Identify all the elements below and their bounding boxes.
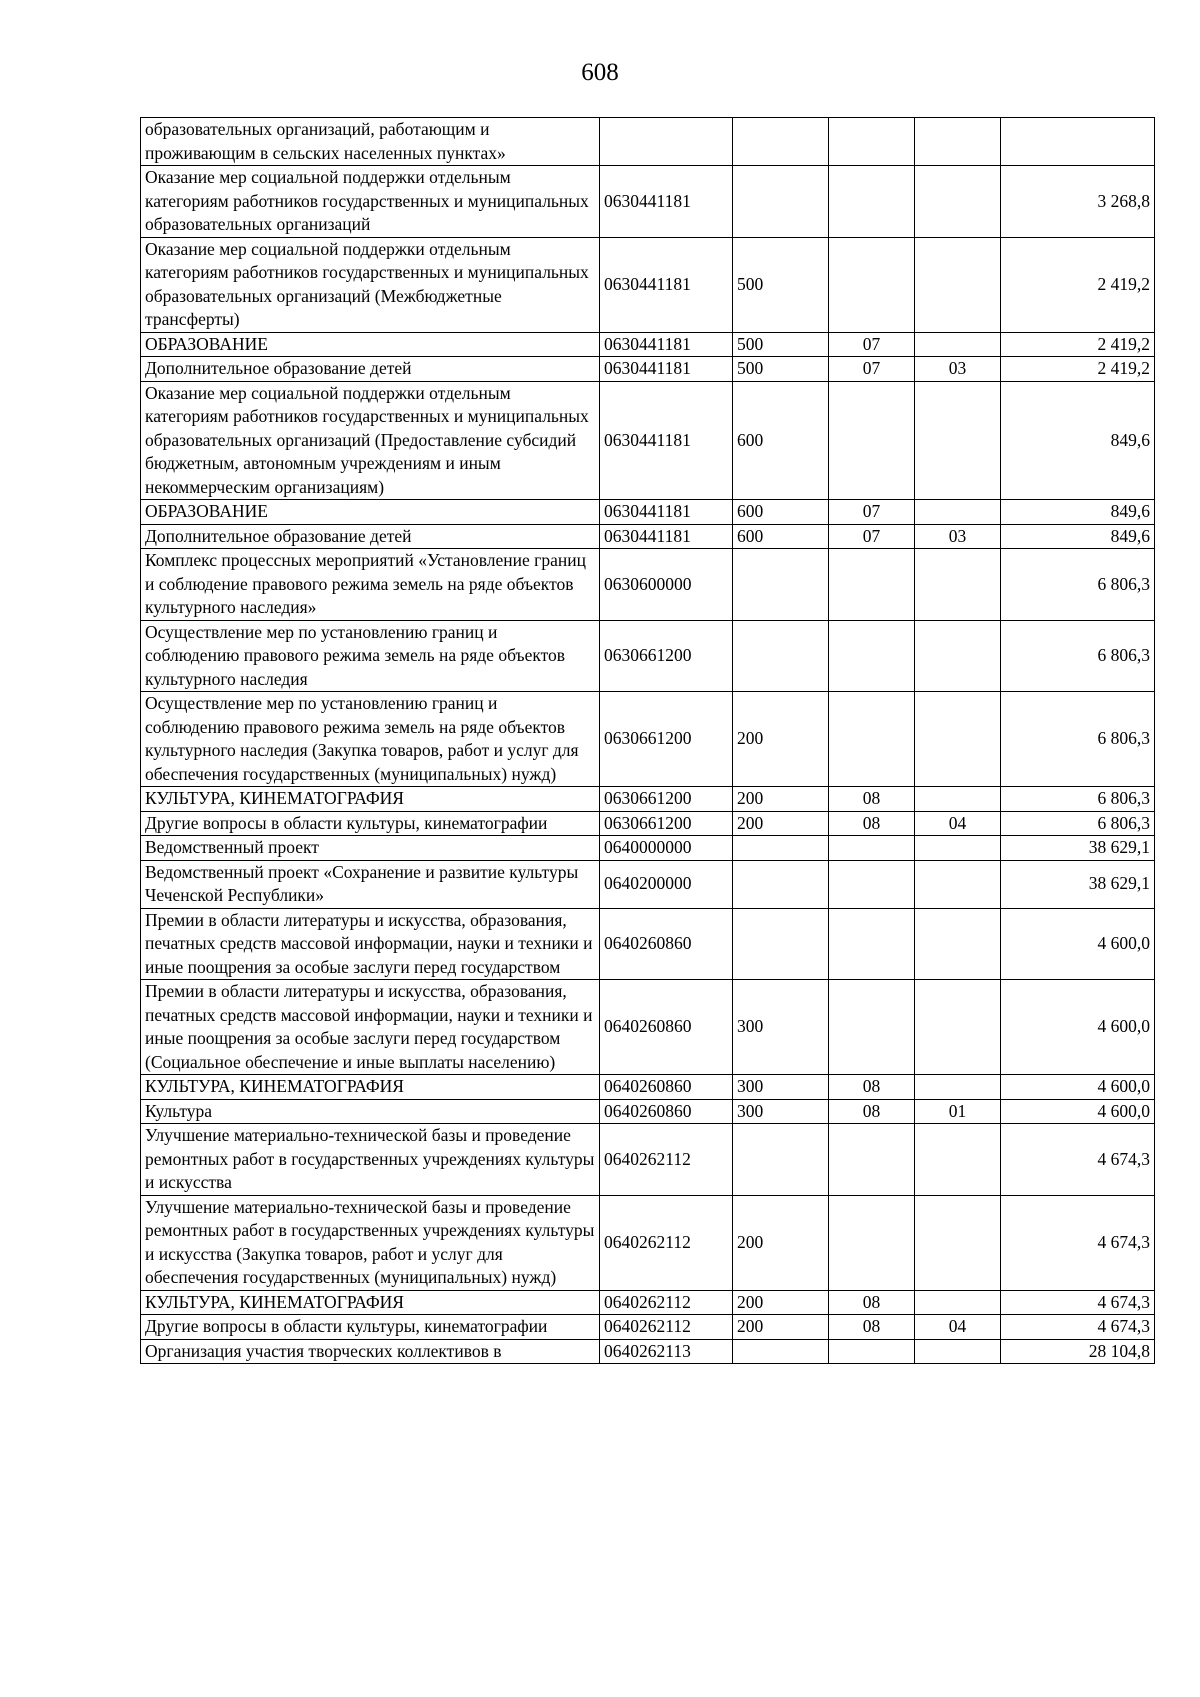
section-code: 08 [829, 1290, 915, 1315]
amount: 38 629,1 [1001, 860, 1155, 908]
expense-type-code: 600 [733, 500, 829, 525]
target-article-code: 0630441181 [600, 524, 733, 549]
row-name: Оказание мер социальной поддержки отдельным категориям работников государственных и муниципальных образовательных организаций (Межбюджетные трансферты) [141, 237, 600, 332]
table-row [141, 381, 1155, 500]
expense-type-code [733, 118, 829, 166]
subsection-code: 04 [915, 811, 1001, 836]
table-row [141, 836, 1155, 861]
section-code [829, 836, 915, 861]
expense-type-code: 600 [733, 524, 829, 549]
row-name: Премии в области литературы и искусства, образования, печатных средств массовой информации, науки и техники и иные поощрения за особые заслуги перед государством (Социальное обеспечение и иные выплаты населению) [141, 980, 600, 1075]
section-code [829, 692, 915, 787]
row-name: Культура [141, 1099, 600, 1124]
amount: 849,6 [1001, 524, 1155, 549]
expense-type-code: 300 [733, 1075, 829, 1100]
subsection-code [915, 1339, 1001, 1364]
row-name: КУЛЬТУРА, КИНЕМАТОГРАФИЯ [141, 1290, 600, 1315]
target-article-code: 0640262112 [600, 1195, 733, 1290]
section-code [829, 118, 915, 166]
subsection-code: 03 [915, 524, 1001, 549]
row-name: Осуществление мер по установлению границ и соблюдению правового режима земель на ряде объектов культурного наследия [141, 620, 600, 692]
subsection-code [915, 908, 1001, 980]
target-article-code: 0640260860 [600, 908, 733, 980]
section-code: 07 [829, 357, 915, 382]
row-name: Комплекс процессных мероприятий «Установление границ и соблюдение правового режима земель на ряде объектов культурного наследия» [141, 549, 600, 621]
amount: 6 806,3 [1001, 549, 1155, 621]
section-code [829, 1339, 915, 1364]
subsection-code [915, 1075, 1001, 1100]
section-code: 08 [829, 1315, 915, 1340]
row-name: Осуществление мер по установлению границ и соблюдению правового режима земель на ряде объектов культурного наследия (Закупка товаров, работ и услуг для обеспечения государственных (муниципальных) нужд) [141, 692, 600, 787]
expense-type-code: 300 [733, 980, 829, 1075]
section-code [829, 620, 915, 692]
subsection-code [915, 500, 1001, 525]
subsection-code: 04 [915, 1315, 1001, 1340]
row-name: Премии в области литературы и искусства, образования, печатных средств массовой информации, науки и техники и иные поощрения за особые заслуги перед государством [141, 908, 600, 980]
amount: 849,6 [1001, 500, 1155, 525]
target-article-code: 0640260860 [600, 980, 733, 1075]
amount: 2 419,2 [1001, 357, 1155, 382]
subsection-code: 03 [915, 357, 1001, 382]
section-code [829, 1195, 915, 1290]
expense-type-code: 200 [733, 1195, 829, 1290]
section-code [829, 237, 915, 332]
row-name: КУЛЬТУРА, КИНЕМАТОГРАФИЯ [141, 1075, 600, 1100]
subsection-code [915, 836, 1001, 861]
row-name: Оказание мер социальной поддержки отдельным категориям работников государственных и муниципальных образовательных организаций (Предоставление субсидий бюджетным, автономным учреждениям и иным некоммерческим организациям) [141, 381, 600, 500]
section-code [829, 980, 915, 1075]
expense-type-code: 200 [733, 787, 829, 812]
target-article-code: 0630600000 [600, 549, 733, 621]
row-name: Другие вопросы в области культуры, кинематографии [141, 811, 600, 836]
target-article-code: 0630661200 [600, 787, 733, 812]
amount: 849,6 [1001, 381, 1155, 500]
target-article-code: 0630441181 [600, 381, 733, 500]
row-name: Дополнительное образование детей [141, 524, 600, 549]
table-row [141, 500, 1155, 525]
target-article-code: 0630441181 [600, 166, 733, 238]
row-name: Дополнительное образование детей [141, 357, 600, 382]
subsection-code [915, 620, 1001, 692]
expense-type-code [733, 836, 829, 861]
table-row [141, 549, 1155, 621]
target-article-code: 0640200000 [600, 860, 733, 908]
subsection-code [915, 1195, 1001, 1290]
table-row [141, 1290, 1155, 1315]
expense-type-code [733, 166, 829, 238]
subsection-code [915, 381, 1001, 500]
row-name: Организация участия творческих коллективов в [141, 1339, 600, 1364]
expense-type-code [733, 1124, 829, 1196]
row-name: КУЛЬТУРА, КИНЕМАТОГРАФИЯ [141, 787, 600, 812]
target-article-code: 0630661200 [600, 692, 733, 787]
row-name: образовательных организаций, работающим и проживающим в сельских населенных пунктах» [141, 118, 600, 166]
target-article-code: 0640260860 [600, 1099, 733, 1124]
amount: 4 600,0 [1001, 908, 1155, 980]
section-code: 08 [829, 1099, 915, 1124]
target-article-code: 0640260860 [600, 1075, 733, 1100]
table-row [141, 1339, 1155, 1364]
subsection-code [915, 332, 1001, 357]
table-row [141, 118, 1155, 166]
amount: 4 600,0 [1001, 1099, 1155, 1124]
target-article-code: 0630441181 [600, 237, 733, 332]
amount: 6 806,3 [1001, 787, 1155, 812]
section-code [829, 908, 915, 980]
budget-table-body [141, 118, 1155, 1364]
target-article-code: 0640000000 [600, 836, 733, 861]
amount: 4 674,3 [1001, 1290, 1155, 1315]
row-name: ОБРАЗОВАНИЕ [141, 332, 600, 357]
expense-type-code: 500 [733, 357, 829, 382]
expense-type-code: 200 [733, 811, 829, 836]
expense-type-code: 500 [733, 237, 829, 332]
row-name: Другие вопросы в области культуры, кинематографии [141, 1315, 600, 1340]
subsection-code [915, 692, 1001, 787]
subsection-code: 01 [915, 1099, 1001, 1124]
amount: 4 674,3 [1001, 1315, 1155, 1340]
section-code [829, 166, 915, 238]
table-row [141, 1124, 1155, 1196]
target-article-code: 0640262112 [600, 1124, 733, 1196]
target-article-code: 0630661200 [600, 620, 733, 692]
section-code [829, 549, 915, 621]
row-name: Ведомственный проект «Сохранение и развитие культуры Чеченской Республики» [141, 860, 600, 908]
subsection-code [915, 118, 1001, 166]
row-name: Улучшение материально-технической базы и проведение ремонтных работ в государственных учреждениях культуры и искусства (Закупка товаров, работ и услуг для обеспечения государственных (муниципальных) нужд) [141, 1195, 600, 1290]
target-article-code [600, 118, 733, 166]
table-row [141, 1075, 1155, 1100]
table-row [141, 860, 1155, 908]
table-row [141, 908, 1155, 980]
table-row [141, 692, 1155, 787]
amount: 6 806,3 [1001, 811, 1155, 836]
amount: 2 419,2 [1001, 237, 1155, 332]
table-row [141, 620, 1155, 692]
table-row [141, 237, 1155, 332]
section-code [829, 860, 915, 908]
subsection-code [915, 860, 1001, 908]
subsection-code [915, 549, 1001, 621]
section-code [829, 1124, 915, 1196]
expense-type-code: 500 [733, 332, 829, 357]
row-name: Оказание мер социальной поддержки отдельным категориям работников государственных и муниципальных образовательных организаций [141, 166, 600, 238]
table-row [141, 1099, 1155, 1124]
amount: 28 104,8 [1001, 1339, 1155, 1364]
expense-type-code: 600 [733, 381, 829, 500]
subsection-code [915, 980, 1001, 1075]
amount: 4 674,3 [1001, 1195, 1155, 1290]
target-article-code: 0640262112 [600, 1290, 733, 1315]
section-code: 08 [829, 787, 915, 812]
table-row [141, 980, 1155, 1075]
table-row [141, 1195, 1155, 1290]
expense-type-code [733, 860, 829, 908]
section-code: 08 [829, 811, 915, 836]
budget-table [140, 117, 1155, 1364]
expense-type-code: 200 [733, 692, 829, 787]
expense-type-code [733, 549, 829, 621]
table-row [141, 1315, 1155, 1340]
expense-type-code: 200 [733, 1290, 829, 1315]
section-code [829, 381, 915, 500]
amount: 4 674,3 [1001, 1124, 1155, 1196]
table-row [141, 787, 1155, 812]
subsection-code [915, 1124, 1001, 1196]
target-article-code: 0640262113 [600, 1339, 733, 1364]
amount: 38 629,1 [1001, 836, 1155, 861]
subsection-code [915, 1290, 1001, 1315]
amount [1001, 118, 1155, 166]
section-code: 08 [829, 1075, 915, 1100]
target-article-code: 0640262112 [600, 1315, 733, 1340]
expense-type-code: 300 [733, 1099, 829, 1124]
row-name: ОБРАЗОВАНИЕ [141, 500, 600, 525]
section-code: 07 [829, 524, 915, 549]
target-article-code: 0630441181 [600, 500, 733, 525]
amount: 6 806,3 [1001, 692, 1155, 787]
table-row [141, 524, 1155, 549]
target-article-code: 0630441181 [600, 357, 733, 382]
amount: 3 268,8 [1001, 166, 1155, 238]
section-code: 07 [829, 500, 915, 525]
table-row [141, 332, 1155, 357]
amount: 6 806,3 [1001, 620, 1155, 692]
row-name: Улучшение материально-технической базы и проведение ремонтных работ в государственных учреждениях культуры и искусства [141, 1124, 600, 1196]
target-article-code: 0630661200 [600, 811, 733, 836]
subsection-code [915, 787, 1001, 812]
amount: 2 419,2 [1001, 332, 1155, 357]
expense-type-code: 200 [733, 1315, 829, 1340]
expense-type-code [733, 1339, 829, 1364]
row-name: Ведомственный проект [141, 836, 600, 861]
table-row [141, 357, 1155, 382]
subsection-code [915, 166, 1001, 238]
section-code: 07 [829, 332, 915, 357]
amount: 4 600,0 [1001, 1075, 1155, 1100]
expense-type-code [733, 908, 829, 980]
table-row [141, 166, 1155, 238]
page-number: 608 [581, 59, 619, 86]
expense-type-code [733, 620, 829, 692]
amount: 4 600,0 [1001, 980, 1155, 1075]
table-row [141, 811, 1155, 836]
subsection-code [915, 237, 1001, 332]
target-article-code: 0630441181 [600, 332, 733, 357]
